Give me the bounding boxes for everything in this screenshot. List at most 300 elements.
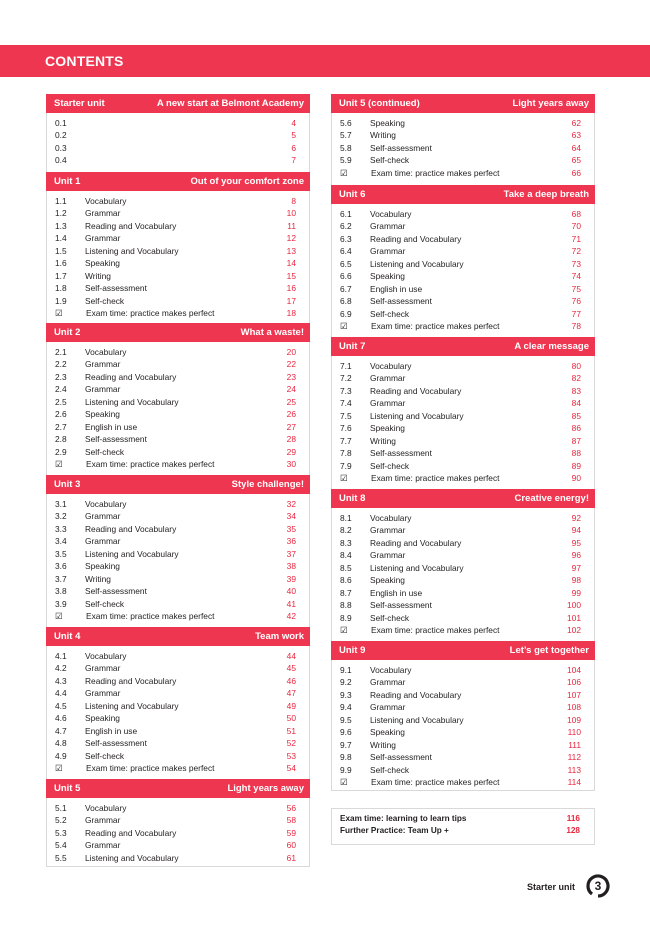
entry-number: 4.1 [55,651,67,661]
entry-number: 6.1 [340,209,352,219]
entry-label: Exam time: practice makes perfect [371,473,500,484]
contents-entry[interactable] [46,446,310,458]
contents-entry[interactable] [331,372,595,384]
entry-label: Listening and Vocabulary [370,562,464,573]
contents-entry[interactable] [46,498,310,510]
entry-label: Speaking [85,258,120,269]
unit-title: What a waste! [240,327,304,338]
entry-number: 2.9 [55,446,67,457]
entry-page: 68 [571,209,581,219]
contents-entry[interactable] [331,233,595,245]
entry-label: Grammar [370,525,406,536]
entry-number: 7.2 [340,373,352,384]
entry-page: 112 [567,752,581,763]
unit-name: Unit 5 (continued) [339,98,420,109]
entry-page: 49 [286,700,296,711]
contents-entry[interactable] [331,308,595,320]
contents-entry[interactable] [46,573,310,585]
contents-entry[interactable] [331,320,595,332]
contents-entry[interactable] [331,726,595,738]
page-number: 3 [594,879,602,893]
entry-page: 80 [571,361,581,371]
entry-number: 7.9 [340,460,352,471]
contents-entry[interactable] [331,208,595,220]
entry-label: Vocabulary [85,196,127,206]
contents-entry[interactable] [331,283,595,295]
entry-page: 66 [571,167,581,178]
contents-entry[interactable] [46,712,310,724]
contents-entry[interactable] [46,433,310,445]
entry-number: 4.4 [55,688,67,699]
contents-entry[interactable] [331,258,595,270]
entry-label: Self-check [370,612,410,623]
unit-name: Unit 4 [54,631,81,642]
entry-number: 6.7 [340,283,352,294]
entry-page: 25 [286,396,296,407]
entry-page: 40 [286,586,296,597]
entry-number: 9.6 [340,727,352,738]
entry-number: 7.6 [340,423,352,434]
contents-entry[interactable] [331,764,595,776]
entry-page: 75 [571,283,581,294]
contents-entry[interactable] [46,548,310,560]
entry-label: Grammar [85,384,121,395]
entry-page: 53 [286,750,296,761]
entry-label: Grammar [85,815,121,826]
contents-entry[interactable] [46,245,310,257]
unit-title: A new start at Belmont Academy [156,98,304,109]
unit-title: Light years away [512,98,589,109]
contents-entry[interactable] [46,270,310,282]
contents-entry[interactable] [331,447,595,459]
entry-label: Reading and Vocabulary [85,220,177,231]
entry-number: 8.1 [340,513,352,523]
entry-label: Speaking [370,727,405,738]
entry-page: 29 [286,446,296,457]
contents-entry[interactable] [331,739,595,751]
contents-entry[interactable] [331,245,595,257]
entry-label: Grammar [370,398,406,409]
exam-checkbox-icon: ☑ [340,625,348,636]
entry-number: 5.9 [340,155,352,166]
extra-entry[interactable] [332,813,594,825]
contents-entry[interactable] [331,624,595,636]
entry-page: 70 [571,221,581,232]
entry-label: Exam time: practice makes perfect [86,611,215,622]
entry-number: 0.4 [55,155,67,166]
contents-entry[interactable] [46,839,310,851]
exam-checkbox-icon: ☑ [55,459,63,470]
contents-entry[interactable] [331,397,595,409]
unit-name: Starter unit [54,98,105,109]
contents-entry[interactable] [331,295,595,307]
contents-entry[interactable] [46,458,310,470]
contents-entry[interactable] [331,154,595,166]
contents-column-left [46,94,310,867]
entry-page: 46 [286,675,296,686]
entry-number: 3.2 [55,511,67,522]
entry-label: Self-assessment [370,448,432,459]
contents-entry[interactable] [46,737,310,749]
unit-name: Unit 3 [54,479,81,490]
entry-label: Speaking [85,409,120,420]
contents-entry[interactable] [46,129,310,141]
entry-page: 111 [568,739,581,750]
contents-entry[interactable] [46,750,310,762]
entry-label: Writing [85,270,111,281]
contents-entry[interactable] [46,560,310,572]
entry-page: 56 [286,803,296,813]
entry-page: 23 [286,371,296,382]
entry-number: 4.7 [55,725,67,736]
entry-label: Speaking [370,423,405,434]
contents-entry[interactable] [331,422,595,434]
contents-entry[interactable] [46,295,310,307]
contents-entry[interactable] [331,472,595,484]
entry-page: 101 [567,612,581,623]
entry-page: 109 [567,714,581,725]
entry-page: 64 [571,142,581,153]
exam-checkbox-icon: ☑ [55,308,63,319]
entry-page: 63 [571,130,581,141]
contents-entry[interactable] [331,524,595,536]
entry-page: 51 [286,725,296,736]
entry-page: 74 [571,271,581,282]
entry-label: Self-check [370,764,410,775]
entry-number: 4.3 [55,675,67,686]
entry-number: 2.7 [55,421,67,432]
entry-page: 113 [567,764,581,775]
entry-label: Writing [370,739,396,750]
entry-page: 27 [286,421,296,432]
entry-label: Exam time: practice makes perfect [371,777,500,788]
contents-entry[interactable] [46,154,310,166]
contents-entry[interactable] [331,689,595,701]
entry-page: 4 [291,118,296,128]
entry-page: 102 [567,625,581,636]
entry-page: 41 [286,598,296,609]
entry-label: Listening and Vocabulary [370,410,464,421]
entry-number: 1.1 [55,196,67,206]
entry-page: 34 [286,511,296,522]
entry-label: English in use [370,283,423,294]
unit-header [46,323,310,342]
contents-entry[interactable] [46,257,310,269]
contents-entry[interactable] [331,537,595,549]
entry-label: Grammar [85,688,121,699]
entry-number: 3.7 [55,573,67,584]
contents-entry[interactable] [331,117,595,129]
entry-label: English in use [370,587,423,598]
entry-page: 99 [571,587,581,598]
contents-entry[interactable] [46,687,310,699]
entry-label: Grammar [370,550,406,561]
entry-number: 7.3 [340,385,352,396]
contents-entry[interactable] [46,585,310,597]
entry-number: 2.8 [55,434,67,445]
unit-header [46,172,310,191]
contents-entry[interactable] [331,751,595,763]
entry-number: 2.3 [55,371,67,382]
entry-number: 9.3 [340,689,352,700]
entry-number: 1.4 [55,233,67,244]
entry-number: 5.4 [55,840,67,851]
entry-page: 86 [571,423,581,434]
contents-entry[interactable] [46,762,310,774]
entry-label: Speaking [370,118,405,128]
entry-page: 59 [286,827,296,838]
entry-number: 5.3 [55,827,67,838]
entry-label: Further Practice: Team Up + [340,826,449,836]
contents-entry[interactable] [46,195,310,207]
entry-label: Exam time: practice makes perfect [371,625,500,636]
entry-label: English in use [85,725,138,736]
contents-entry[interactable] [46,383,310,395]
extra-sections-box [331,808,595,845]
unit-title: Let’s get together [509,645,589,656]
entry-label: Listening and Vocabulary [85,548,179,559]
entry-page: 16 [286,283,296,294]
contents-entry[interactable] [46,142,310,154]
unit-header [46,627,310,646]
entry-number: 5.7 [340,130,352,141]
entry-page: 7 [291,155,296,166]
entry-page: 11 [287,220,296,231]
unit-header [331,337,595,356]
entry-number: 7.1 [340,361,352,371]
entry-number: 5.1 [55,803,67,813]
entry-page: 106 [567,677,581,688]
entry-label: Self-assessment [370,142,432,153]
contents-entry[interactable] [331,410,595,422]
entry-label: Vocabulary [85,347,127,357]
entry-label: Listening and Vocabulary [85,245,179,256]
entry-number: 7.7 [340,435,352,446]
entry-label: Self-check [370,155,410,166]
unit-title: Light years away [227,783,304,794]
contents-entry[interactable] [331,562,595,574]
contents-entry[interactable] [331,612,595,624]
contents-entry[interactable] [46,117,310,129]
entry-page: 47 [286,688,296,699]
contents-entry[interactable] [46,700,310,712]
entry-label: Reading and Vocabulary [370,385,462,396]
entry-page: 96 [571,550,581,561]
entry-label: Reading and Vocabulary [85,523,177,534]
entry-number: 9.9 [340,764,352,775]
entry-page: 15 [286,270,296,281]
entry-number: 3.8 [55,586,67,597]
entry-label: Grammar [370,702,406,713]
entry-number: 8.2 [340,525,352,536]
unit-header [46,779,310,798]
contents-entry[interactable] [46,371,310,383]
contents-entry[interactable] [46,827,310,839]
entry-page: 26 [286,409,296,420]
entry-label: Vocabulary [85,803,127,813]
contents-entry[interactable] [331,574,595,586]
entry-label: Reading and Vocabulary [370,537,462,548]
entry-number: 4.2 [55,663,67,674]
unit-title: Team work [255,631,304,642]
entry-number: 8.5 [340,562,352,573]
contents-entry[interactable] [331,714,595,726]
entry-page: 87 [571,435,581,446]
entry-number: 2.6 [55,409,67,420]
contents-entry[interactable] [46,523,310,535]
entry-number: 8.4 [340,550,352,561]
contents-entry[interactable] [331,129,595,141]
entry-label: Exam time: practice makes perfect [371,167,500,178]
extra-entry[interactable] [332,825,594,837]
contents-entry[interactable] [331,220,595,232]
entry-label: Writing [370,130,396,141]
entry-page: 35 [286,523,296,534]
contents-entry[interactable] [331,599,595,611]
contents-entry[interactable] [46,610,310,622]
entry-number: 4.5 [55,700,67,711]
entry-label: Listening and Vocabulary [85,852,179,863]
contents-entry[interactable] [331,512,595,524]
contents-entry[interactable] [331,435,595,447]
entry-number: 6.2 [340,221,352,232]
entry-label: Grammar [85,663,121,674]
entry-label: Self-assessment [85,283,147,294]
entry-number: 3.6 [55,561,67,572]
entry-label: Self-assessment [370,600,432,611]
entry-page: 54 [286,763,296,774]
entry-page: 22 [286,359,296,370]
entry-page: 62 [571,118,581,128]
entry-number: 5.5 [55,852,67,863]
entry-page: 72 [571,246,581,257]
contents-entry[interactable] [331,167,595,179]
entry-number: 4.8 [55,738,67,749]
entry-label: Self-check [370,460,410,471]
unit-header [46,475,310,494]
footer-unit-label: Starter unit [527,882,576,892]
entry-label: Grammar [85,359,121,370]
entry-label: Writing [85,573,111,584]
entry-number: 8.6 [340,575,352,586]
contents-entry[interactable] [46,852,310,864]
entry-label: Reading and Vocabulary [370,233,462,244]
entry-page: 58 [286,815,296,826]
entry-label: Reading and Vocabulary [85,371,177,382]
entry-number: 0.1 [55,118,67,128]
contents-entry[interactable] [331,385,595,397]
entry-page: 78 [571,321,581,332]
contents-entry[interactable] [331,460,595,472]
entry-label: Exam time: practice makes perfect [86,459,215,470]
entry-page: 89 [571,460,581,471]
contents-entry[interactable] [46,358,310,370]
entry-number: 6.4 [340,246,352,257]
entry-label: Speaking [85,561,120,572]
contents-entry[interactable] [46,662,310,674]
contents-entry[interactable] [46,307,310,319]
entry-page: 30 [286,459,296,470]
contents-entry[interactable] [46,802,310,814]
entry-number: 4.9 [55,750,67,761]
entry-number: 2.2 [55,359,67,370]
unit-name: Unit 5 [54,783,81,794]
entry-page: 104 [567,665,581,675]
contents-entry[interactable] [46,598,310,610]
entry-label: Vocabulary [85,651,127,661]
contents-entry[interactable] [46,346,310,358]
entry-label: Self-check [85,446,125,457]
entry-page: 39 [286,573,296,584]
exam-checkbox-icon: ☑ [340,321,348,332]
entry-label: Exam time: learning to learn tips [340,814,467,823]
unit-header [46,94,310,113]
contents-entry[interactable] [46,408,310,420]
entry-page: 116 [566,814,580,823]
entry-label: Self-assessment [85,586,147,597]
entry-number: 2.4 [55,384,67,395]
entry-number: 6.8 [340,296,352,307]
contents-entry[interactable] [46,396,310,408]
contents-entry[interactable] [46,232,310,244]
contents-entry[interactable] [331,549,595,561]
page-title: CONTENTS [45,53,124,69]
contents-entry[interactable] [331,776,595,788]
entry-page: 37 [286,548,296,559]
entry-page: 65 [571,155,581,166]
contents-entry[interactable] [46,814,310,826]
contents-entry[interactable] [331,587,595,599]
entry-label: Exam time: practice makes perfect [86,308,215,319]
exam-checkbox-icon: ☑ [340,167,348,178]
entry-label: Reading and Vocabulary [85,827,177,838]
entry-number: 0.2 [55,130,67,141]
entry-label: Grammar [85,840,121,851]
contents-entry[interactable] [331,142,595,154]
entry-label: Speaking [85,713,120,724]
entry-number: 9.4 [340,702,352,713]
contents-entry[interactable] [46,421,310,433]
contents-entry[interactable] [331,676,595,688]
contents-entry[interactable] [46,282,310,294]
contents-entry[interactable] [46,207,310,219]
entry-label: Grammar [85,511,121,522]
entry-number: 5.2 [55,815,67,826]
unit-title: Style challenge! [231,479,304,490]
entry-number: 8.9 [340,612,352,623]
entry-page: 42 [286,611,296,622]
entry-label: Vocabulary [370,665,412,675]
entry-label: Vocabulary [85,499,127,509]
contents-entry[interactable] [46,725,310,737]
entry-number: 1.6 [55,258,67,269]
entry-number: 7.5 [340,410,352,421]
contents-entry[interactable] [331,701,595,713]
entry-page: 88 [571,448,581,459]
contents-entry[interactable] [46,650,310,662]
entry-page: 128 [566,826,580,836]
contents-entry[interactable] [46,220,310,232]
entry-page: 97 [571,562,581,573]
contents-entry[interactable] [331,360,595,372]
entry-number: 9.2 [340,677,352,688]
contents-entry[interactable] [46,675,310,687]
contents-entry[interactable] [331,270,595,282]
entry-page: 82 [571,373,581,384]
contents-entry[interactable] [46,535,310,547]
contents-entry[interactable] [46,510,310,522]
contents-entry[interactable] [331,664,595,676]
